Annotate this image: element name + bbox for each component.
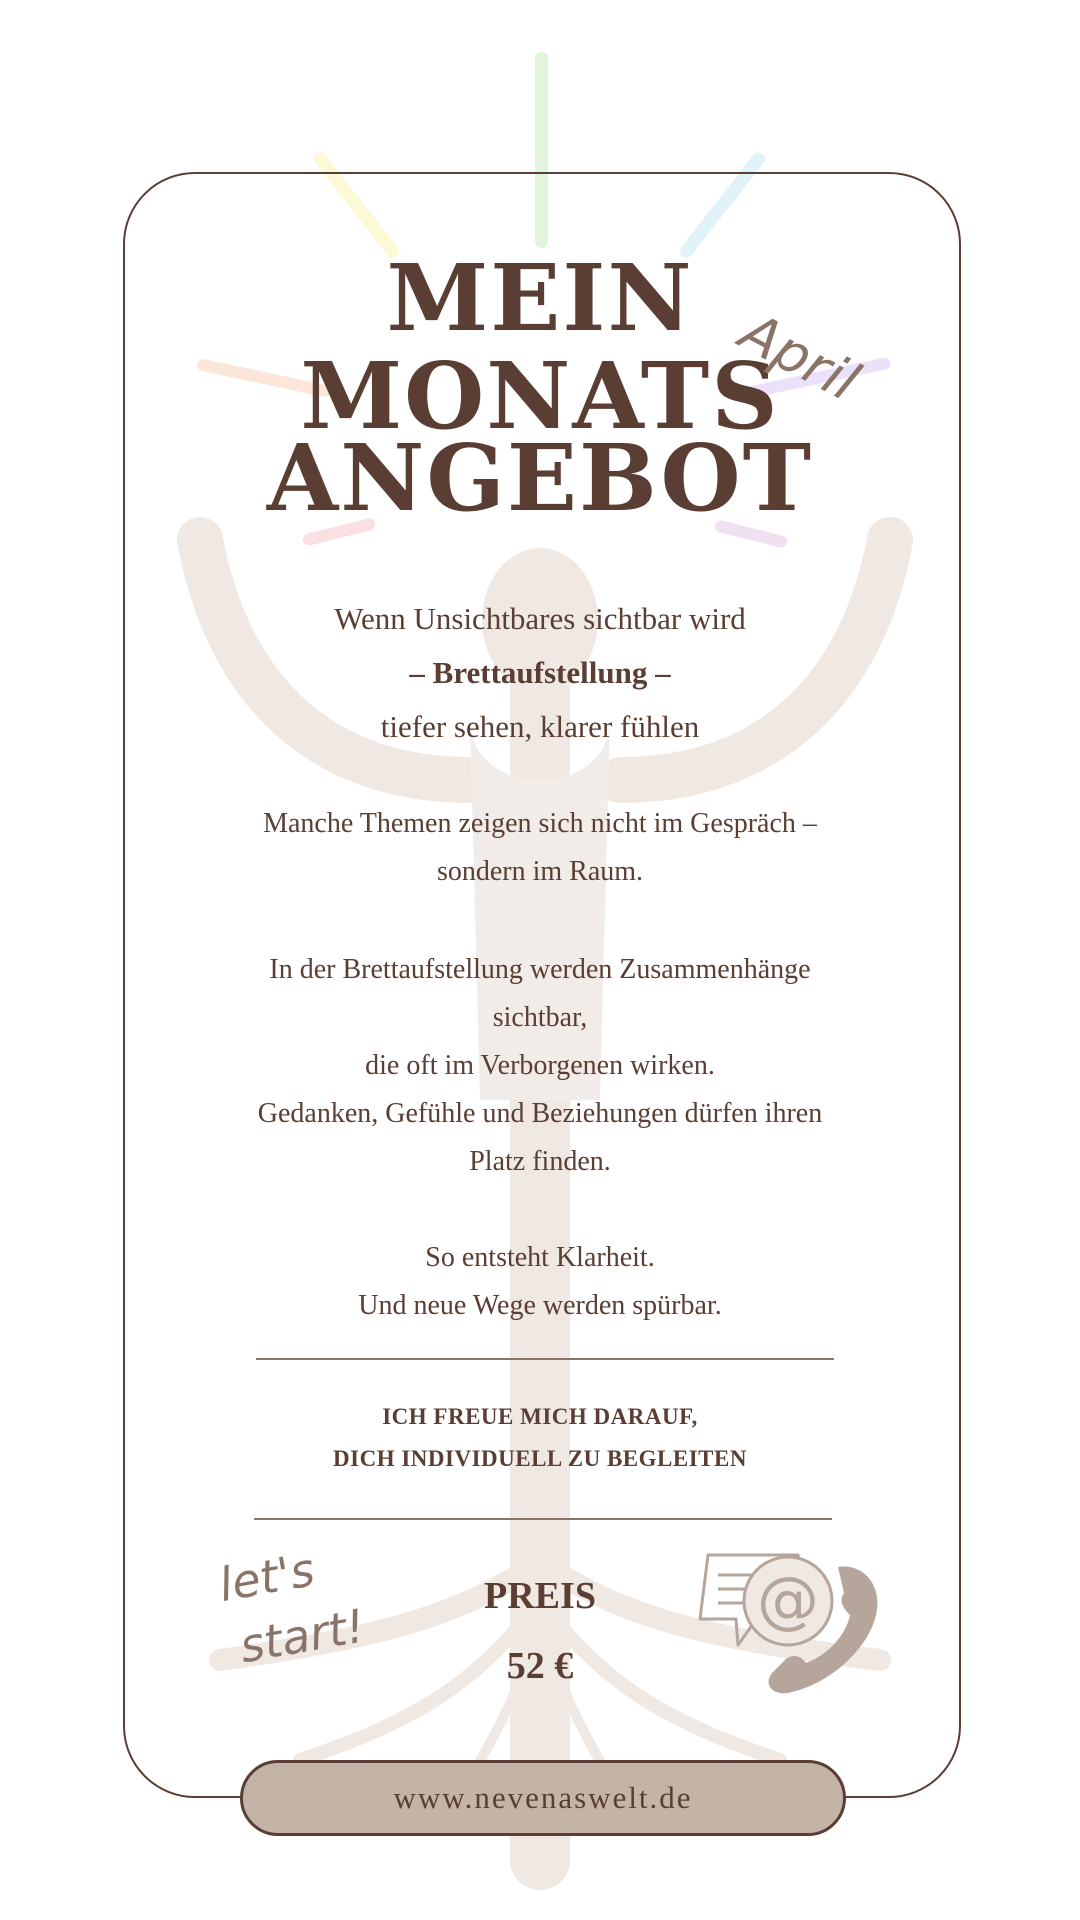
- paragraph-2-line-1: In der Brettaufstellung werden Zusammenhänge: [269, 954, 811, 985]
- lets-start-line-2: start!: [235, 1598, 369, 1674]
- lets-start-line-1: let's: [214, 1542, 319, 1613]
- subtitle-line-2: – Brettaufstellung –: [409, 655, 671, 690]
- subtitle: [150, 592, 930, 754]
- title-line-3: ANGEBOT: [266, 424, 814, 532]
- title-line-2: MONATS: [300, 342, 780, 450]
- website-link[interactable]: [240, 1760, 846, 1836]
- closing-text: [150, 1396, 930, 1480]
- paragraph-1-line-1: Manche Themen zeigen sich nicht im Gespräch –: [263, 808, 817, 839]
- paragraph-2-line-2: sichtbar,: [492, 1002, 588, 1033]
- paragraph-1: [150, 800, 930, 896]
- subtitle-line-3: tiefer sehen, klarer fühlen: [380, 709, 700, 744]
- paragraph-2: [150, 946, 930, 1186]
- closing-line-2: DICH INDIVIDUELL ZU BEGLEITEN: [333, 1446, 747, 1471]
- paragraph-3-line-1: So entsteht Klarheit.: [425, 1242, 655, 1273]
- price-label: PREIS: [484, 1575, 596, 1617]
- closing-line-1: ICH FREUE MICH DARAUF,: [382, 1404, 698, 1429]
- paragraph-2-line-4: Gedanken, Gefühle und Beziehungen dürfen ihren: [257, 1098, 823, 1129]
- website-text[interactable]: www.nevenaswelt.de: [393, 1780, 693, 1815]
- paragraph-3: [150, 1234, 930, 1330]
- price-value: 52 €: [506, 1645, 574, 1687]
- paragraph-2-line-5: Platz finden.: [469, 1146, 611, 1177]
- email-phone-icon: [688, 1545, 888, 1695]
- month-script: April: [730, 300, 869, 414]
- svg-text:@: @: [757, 1563, 819, 1636]
- subtitle-line-1: Wenn Unsichtbares sichtbar wird: [334, 601, 746, 636]
- divider-bottom: [254, 1518, 832, 1520]
- paragraph-3-line-2: Und neue Wege werden spürbar.: [358, 1290, 722, 1321]
- title-line-1: MEIN: [386, 244, 694, 352]
- paragraph-1-line-2: sondern im Raum.: [436, 856, 644, 887]
- paragraph-2-line-3: die oft im Verborgenen wirken.: [365, 1050, 715, 1081]
- divider-top: [256, 1358, 834, 1360]
